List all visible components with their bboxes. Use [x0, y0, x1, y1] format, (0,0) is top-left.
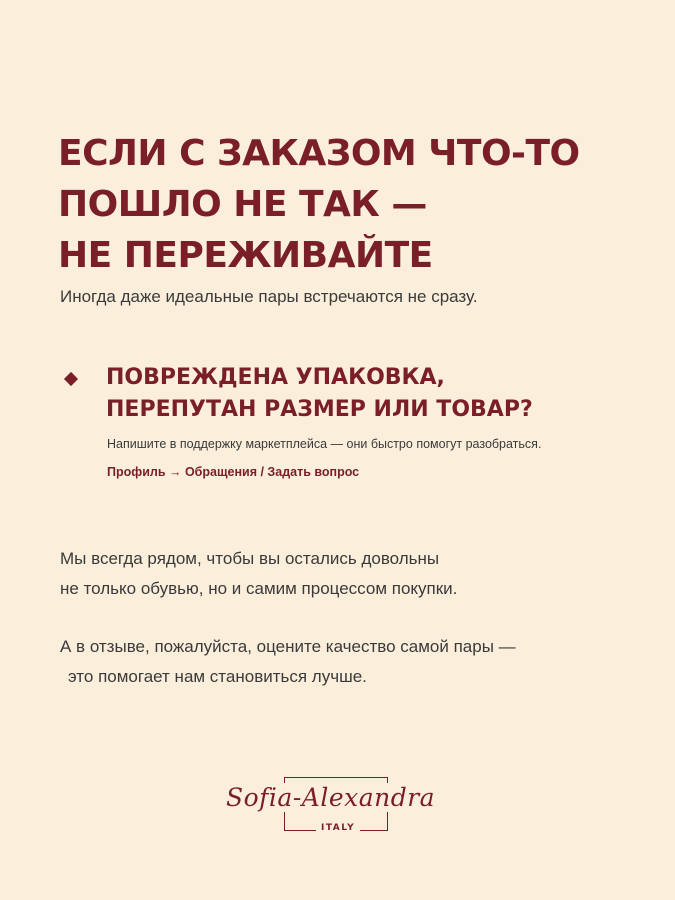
page-title	[58, 128, 580, 281]
subtitle: Иногда даже идеальные пары встречаются не сразу.	[60, 287, 478, 306]
section-heading-line-2: ПЕРЕПУТАН РАЗМЕР ИЛИ ТОВАР?	[106, 397, 533, 422]
section-heading	[106, 362, 533, 426]
title-line-1: ЕСЛИ С ЗАКАЗОМ ЧТО-ТО	[58, 133, 580, 174]
section-heading-line-1: ПОВРЕЖДЕНА УПАКОВКА,	[106, 365, 445, 390]
paragraph-2-line-2: это помогает нам становиться лучше.	[68, 667, 367, 686]
diamond-bullet-icon	[64, 372, 78, 386]
brand-logo	[218, 773, 468, 843]
paragraph-1	[60, 544, 457, 604]
paragraph-1-line-2: не только обувью, но и самим процессом покупки.	[60, 579, 458, 598]
title-line-2: ПОШЛО НЕ ТАК —	[58, 184, 427, 225]
support-path: Профиль → Обращения / Задать вопрос	[107, 465, 360, 479]
paragraph-2-line-1: А в отзыве, пожалуйста, оцените качество самой пары —	[60, 637, 516, 656]
title-line-3: НЕ ПЕРЕЖИВАЙТЕ	[58, 235, 433, 276]
paragraph-2	[60, 632, 516, 692]
logo-script-text: Sofia-Alexandra	[222, 783, 439, 812]
paragraph-1-line-1: Мы всегда рядом, чтобы вы остались довольны	[60, 549, 440, 568]
support-instruction: Напишите в поддержку маркетплейса — они быстро помогут разобраться.	[107, 437, 542, 451]
logo-subtitle: ITALY	[316, 823, 360, 833]
